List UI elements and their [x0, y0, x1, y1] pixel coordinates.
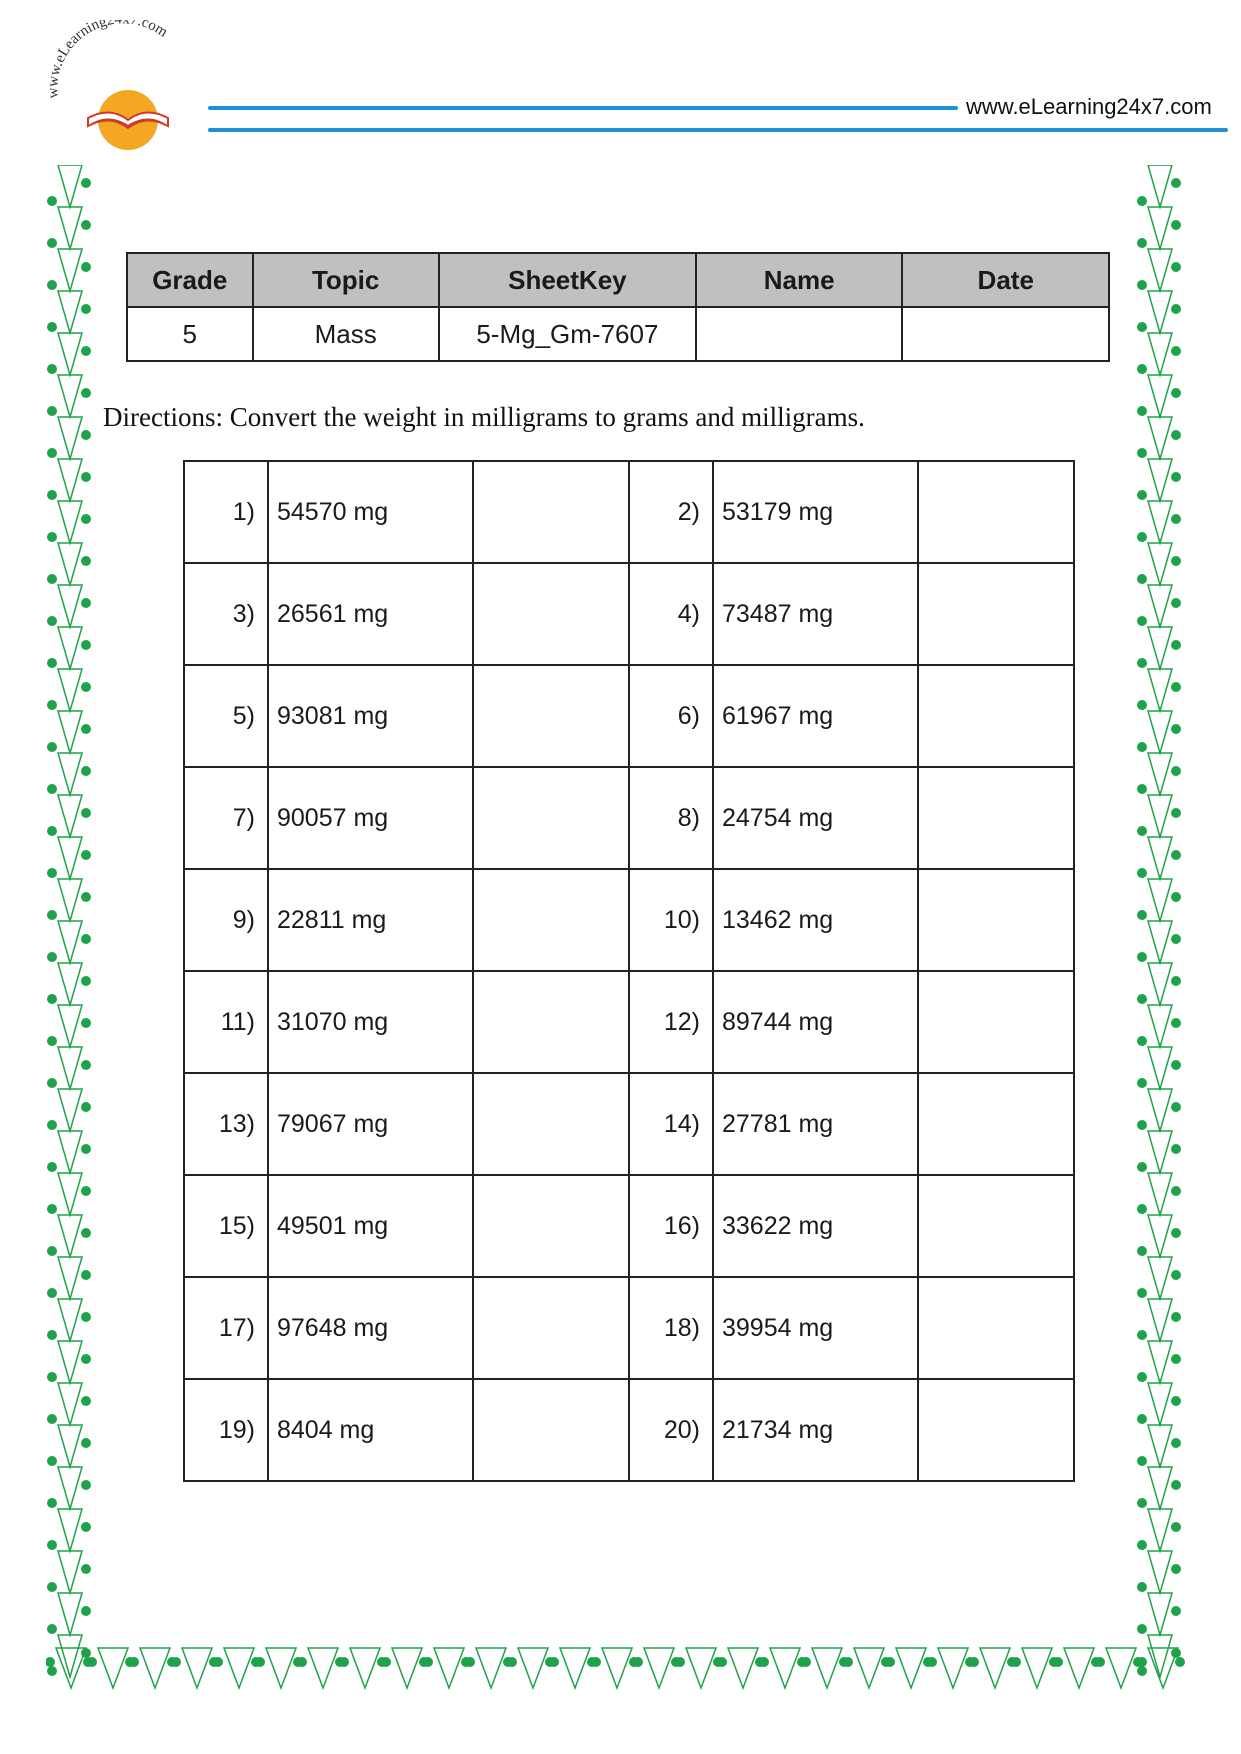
problem-value: 54570 mg [268, 461, 473, 563]
answer-field[interactable] [918, 665, 1074, 767]
problem-row [184, 1379, 1074, 1481]
problem-row [184, 461, 1074, 563]
grade-header: Grade [127, 253, 253, 307]
answer-field[interactable] [473, 767, 629, 869]
answer-field[interactable] [918, 1073, 1074, 1175]
problem-value: 97648 mg [268, 1277, 473, 1379]
answer-field[interactable] [918, 1175, 1074, 1277]
problem-value: 61967 mg [713, 665, 918, 767]
problem-row [184, 1277, 1074, 1379]
problem-number: 9) [184, 869, 268, 971]
problem-row [184, 1073, 1074, 1175]
problem-number: 10) [629, 869, 713, 971]
topic-header: Topic [253, 253, 439, 307]
problem-value: 49501 mg [268, 1175, 473, 1277]
name-header: Name [696, 253, 903, 307]
topic-value: Mass [253, 307, 439, 361]
decorative-border-left [46, 165, 102, 1685]
problem-number: 19) [184, 1379, 268, 1481]
site-logo [40, 20, 220, 150]
answer-field[interactable] [473, 971, 629, 1073]
problem-number: 14) [629, 1073, 713, 1175]
problem-row [184, 563, 1074, 665]
problem-number: 18) [629, 1277, 713, 1379]
answer-field[interactable] [473, 869, 629, 971]
problem-number: 6) [629, 665, 713, 767]
problem-number: 17) [184, 1277, 268, 1379]
answer-field[interactable] [918, 971, 1074, 1073]
problem-number: 13) [184, 1073, 268, 1175]
problem-grid [183, 460, 1075, 1482]
problem-value: 8404 mg [268, 1379, 473, 1481]
problem-value: 89744 mg [713, 971, 918, 1073]
problem-row [184, 869, 1074, 971]
problem-row [184, 1175, 1074, 1277]
problem-number: 20) [629, 1379, 713, 1481]
problem-number: 11) [184, 971, 268, 1073]
answer-field[interactable] [918, 767, 1074, 869]
info-header-row [127, 253, 1109, 307]
svg-text:www.eLearning24x7.com: www.eLearning2 7.com [45, 20, 171, 99]
grade-value: 5 [127, 307, 253, 361]
problem-value: 27781 mg [713, 1073, 918, 1175]
problem-value: 13462 mg [713, 869, 918, 971]
problem-value: 53179 mg [713, 461, 918, 563]
answer-field[interactable] [918, 461, 1074, 563]
problem-number: 16) [629, 1175, 713, 1277]
sheetkey-value: 5-Mg_Gm-7607 [439, 307, 696, 361]
header-rule-top [208, 106, 958, 110]
problem-value: 33622 mg [713, 1175, 918, 1277]
worksheet-info-table [126, 252, 1110, 362]
problem-value: 26561 mg [268, 563, 473, 665]
problem-row [184, 971, 1074, 1073]
problem-number: 5) [184, 665, 268, 767]
answer-field[interactable] [473, 1073, 629, 1175]
sheetkey-header: SheetKey [439, 253, 696, 307]
answer-field[interactable] [473, 1277, 629, 1379]
problem-value: 93081 mg [268, 665, 473, 767]
problem-number: 7) [184, 767, 268, 869]
info-value-row [127, 307, 1109, 361]
problem-value: 22811 mg [268, 869, 473, 971]
answer-field[interactable] [473, 665, 629, 767]
site-url[interactable]: www.eLearning24x7.com [966, 94, 1212, 119]
answer-field[interactable] [918, 869, 1074, 971]
date-field[interactable] [902, 307, 1109, 361]
header-rule-bottom [208, 128, 1228, 132]
problem-number: 15) [184, 1175, 268, 1277]
problem-number: 3) [184, 563, 268, 665]
problem-number: 4) [629, 563, 713, 665]
problem-number: 2) [629, 461, 713, 563]
answer-field[interactable] [918, 1379, 1074, 1481]
problem-number: 1) [184, 461, 268, 563]
answer-field[interactable] [473, 1379, 629, 1481]
date-header: Date [902, 253, 1109, 307]
answer-field[interactable] [473, 563, 629, 665]
problem-value: 90057 mg [268, 767, 473, 869]
answer-field[interactable] [473, 461, 629, 563]
problem-row [184, 767, 1074, 869]
answer-field[interactable] [473, 1175, 629, 1277]
problem-row [184, 665, 1074, 767]
problem-value: 24754 mg [713, 767, 918, 869]
problem-number: 8) [629, 767, 713, 869]
decorative-border-bottom [46, 1640, 1196, 1700]
decorative-border-right [1136, 165, 1192, 1685]
answer-field[interactable] [918, 1277, 1074, 1379]
problem-value: 79067 mg [268, 1073, 473, 1175]
directions-text: Directions: Convert the weight in milligrams to grams and milligrams. [103, 402, 865, 432]
problem-value: 73487 mg [713, 563, 918, 665]
name-field[interactable] [696, 307, 903, 361]
problem-number: 12) [629, 971, 713, 1073]
problem-value: 39954 mg [713, 1277, 918, 1379]
problem-value: 31070 mg [268, 971, 473, 1073]
answer-field[interactable] [918, 563, 1074, 665]
problem-value: 21734 mg [713, 1379, 918, 1481]
